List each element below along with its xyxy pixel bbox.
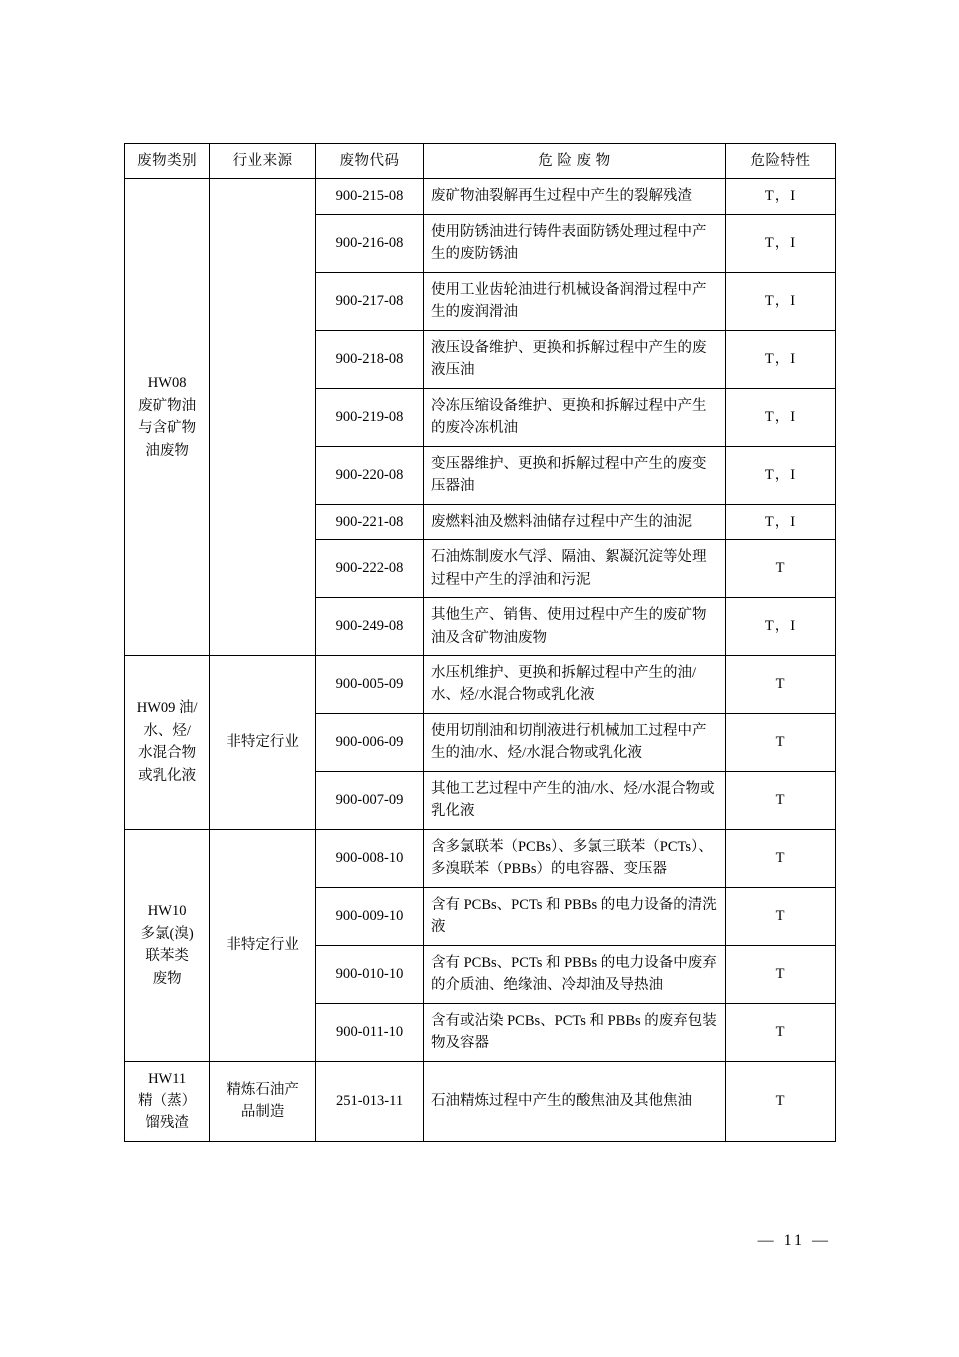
hazardous-waste-description-cell: 水压机维护、更换和拆解过程中产生的油/水、烃/水混合物或乳化液 — [423, 655, 725, 713]
hazardous-waste-description-cell: 含有 PCBs、PCTs 和 PBBs 的电力设备的清洗液 — [423, 887, 725, 945]
waste-code-cell: 900-220-08 — [316, 446, 424, 504]
hazardous-waste-description-cell: 含有 PCBs、PCTs 和 PBBs 的电力设备中废弃的介质油、绝缘油、冷却油及导热油 — [423, 945, 725, 1003]
hazardous-waste-description-cell: 石油精炼过程中产生的酸焦油及其他焦油 — [423, 1061, 725, 1141]
waste-code-cell: 900-006-09 — [316, 713, 424, 771]
hazard-property-cell: T，I — [726, 214, 836, 272]
hazardous-waste-description-cell: 使用防锈油进行铸件表面防锈处理过程中产生的废防锈油 — [423, 214, 725, 272]
hazardous-waste-description-cell: 含多氯联苯（PCBs）、多氯三联苯（PCTs）、多溴联苯（PBBs）的电容器、变压器 — [423, 829, 725, 887]
hazardous-waste-description-cell: 石油炼制废水气浮、隔油、絮凝沉淀等处理过程中产生的浮油和污泥 — [423, 540, 725, 598]
table-body — [125, 179, 836, 1141]
hazardous-waste-description-cell: 液压设备维护、更换和拆解过程中产生的废液压油 — [423, 330, 725, 388]
hazard-property-cell: T，I — [726, 179, 836, 214]
hazardous-waste-description-cell: 其他工艺过程中产生的油/水、烃/水混合物或乳化液 — [423, 771, 725, 829]
hazard-property-cell: T，I — [726, 272, 836, 330]
table-row — [125, 1061, 836, 1141]
waste-code-cell: 900-216-08 — [316, 214, 424, 272]
hazard-property-cell: T — [726, 1061, 836, 1141]
column-header-industry-source: 行业来源 — [210, 144, 316, 179]
waste-code-cell: 900-007-09 — [316, 771, 424, 829]
waste-code-cell: 900-215-08 — [316, 179, 424, 214]
hazardous-waste-description-cell: 其他生产、销售、使用过程中产生的废矿物油及含矿物油废物 — [423, 598, 725, 656]
hazard-property-cell: T — [726, 945, 836, 1003]
waste-code-cell: 900-009-10 — [316, 887, 424, 945]
waste-code-cell: 900-218-08 — [316, 330, 424, 388]
hazardous-waste-description-cell: 含有或沾染 PCBs、PCTs 和 PBBs 的废弃包装物及容器 — [423, 1003, 725, 1061]
industry-source-cell — [210, 179, 316, 656]
waste-code-cell: 900-010-10 — [316, 945, 424, 1003]
hazard-property-cell: T，I — [726, 330, 836, 388]
waste-catalog-table — [124, 143, 836, 1142]
waste-code-cell: 900-222-08 — [316, 540, 424, 598]
hazard-property-cell: T — [726, 1003, 836, 1061]
waste-category-cell: HW08 废矿物油 与含矿物 油废物 — [125, 179, 210, 656]
waste-code-cell: 900-011-10 — [316, 1003, 424, 1061]
waste-code-cell: 900-217-08 — [316, 272, 424, 330]
table-header-row — [125, 144, 836, 179]
hazard-property-cell: T — [726, 771, 836, 829]
table-header — [125, 144, 836, 179]
column-header-hazardous-waste: 危 险 废 物 — [423, 144, 725, 179]
waste-code-cell: 900-005-09 — [316, 655, 424, 713]
hazard-property-cell: T — [726, 540, 836, 598]
waste-category-cell: HW11 精（蒸） 馏残渣 — [125, 1061, 210, 1141]
industry-source-cell: 非特定行业 — [210, 829, 316, 1061]
waste-code-cell: 900-008-10 — [316, 829, 424, 887]
hazardous-waste-description-cell: 冷冻压缩设备维护、更换和拆解过程中产生的废冷冻机油 — [423, 388, 725, 446]
hazard-property-cell: T，I — [726, 446, 836, 504]
hazardous-waste-description-cell: 变压器维护、更换和拆解过程中产生的废变压器油 — [423, 446, 725, 504]
hazard-property-cell: T，I — [726, 598, 836, 656]
table-row — [125, 655, 836, 713]
waste-catalog-table-container — [124, 143, 836, 1142]
hazard-property-cell: T — [726, 655, 836, 713]
hazardous-waste-description-cell: 使用切削油和切削液进行机械加工过程中产生的油/水、烃/水混合物或乳化液 — [423, 713, 725, 771]
waste-code-cell: 900-249-08 — [316, 598, 424, 656]
hazard-property-cell: T — [726, 829, 836, 887]
waste-code-cell: 900-221-08 — [316, 504, 424, 539]
waste-code-cell: 251-013-11 — [316, 1061, 424, 1141]
page-number: — 11 — — [757, 1232, 831, 1249]
hazard-property-cell: T — [726, 713, 836, 771]
waste-category-cell: HW10 多氯(溴) 联苯类 废物 — [125, 829, 210, 1061]
table-row — [125, 179, 836, 214]
industry-source-cell: 非特定行业 — [210, 655, 316, 829]
waste-category-cell: HW09 油/ 水、烃/ 水混合物 或乳化液 — [125, 655, 210, 829]
table-row — [125, 829, 836, 887]
industry-source-cell: 精炼石油产 品制造 — [210, 1061, 316, 1141]
hazard-property-cell: T — [726, 887, 836, 945]
column-header-hazard-property: 危险特性 — [726, 144, 836, 179]
waste-code-cell: 900-219-08 — [316, 388, 424, 446]
hazardous-waste-description-cell: 使用工业齿轮油进行机械设备润滑过程中产生的废润滑油 — [423, 272, 725, 330]
column-header-waste-code: 废物代码 — [316, 144, 424, 179]
hazard-property-cell: T，I — [726, 504, 836, 539]
hazardous-waste-description-cell: 废燃料油及燃料油储存过程中产生的油泥 — [423, 504, 725, 539]
column-header-waste-category: 废物类别 — [125, 144, 210, 179]
hazardous-waste-description-cell: 废矿物油裂解再生过程中产生的裂解残渣 — [423, 179, 725, 214]
hazard-property-cell: T，I — [726, 388, 836, 446]
